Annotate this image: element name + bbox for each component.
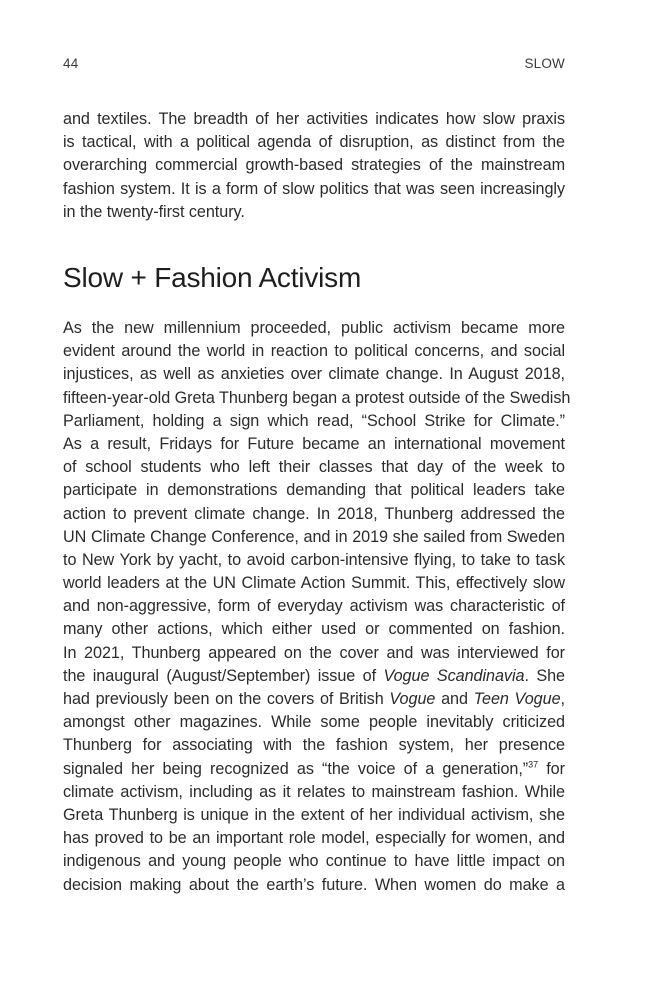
text-line: participate in demonstrations demanding that political leaders take — [63, 481, 565, 500]
text-line — [63, 688, 565, 711]
text-line: Parliament, holding a sign which read, “School Strike for Climate.” — [63, 411, 565, 430]
text-line: decision making about the earth’s future. When women do make a — [63, 875, 565, 894]
magazine-title: Teen Vogue — [473, 690, 561, 708]
text-run: and — [435, 690, 474, 708]
text-line: action to prevent climate change. In 2018, Thunberg addressed the — [63, 504, 565, 523]
page-number: 44 — [63, 56, 79, 71]
text-line: evident around the world in reaction to political concerns, and social — [63, 342, 565, 361]
text-line: As the new millennium proceeded, public activism became more — [63, 319, 565, 337]
magazine-title: Vogue Scandinavia — [383, 666, 525, 685]
text-run: . She — [524, 666, 565, 685]
text-line: to New York by yacht, to avoid carbon-intensive flying, to take to task — [63, 550, 565, 569]
section-heading: Slow + Fashion Activism — [63, 262, 362, 293]
text-line: indigenous and young people who continue to have little impact on — [63, 852, 565, 871]
running-head — [63, 56, 565, 72]
text-line: fashion system. It is a form of slow politics that was seen increasingly — [63, 179, 565, 198]
text-line: amongst other magazines. While some people inevitably criticized — [63, 713, 565, 732]
text-line: Greta Thunberg is unique in the extent of her individual activism, she — [63, 805, 565, 824]
text-line: many other actions, which either used or commented on fashion. — [63, 620, 565, 639]
text-line: and textiles. The breadth of her activities indicates how slow praxis — [63, 110, 565, 128]
text-run: for — [538, 759, 565, 778]
text-line: injustices, as well as anxieties over climate change. In August 2018, — [63, 365, 565, 384]
text-run: had previously been on the covers of British — [63, 690, 390, 708]
paragraph-body — [63, 317, 571, 897]
text-run: signaled her being recognized as “the voice of a generation,” — [63, 759, 529, 778]
text-line: of school students who left their classes that day of the week to — [63, 458, 565, 477]
text-line: has proved to be an important role model, especially for women, and — [63, 829, 565, 848]
text-line: in the twenty-first century. — [63, 202, 245, 221]
text-run: , — [560, 690, 565, 708]
paragraph-continuation — [63, 108, 565, 224]
text-line — [63, 758, 565, 781]
text-line: UN Climate Change Conference, and in 2019 she sailed from Sweden — [63, 527, 565, 546]
magazine-title: Vogue — [389, 690, 436, 708]
text-line: overarching commercial growth-based strategies of the mainstream — [63, 156, 565, 175]
text-line: In 2021, Thunberg appeared on the cover and was interviewed for — [63, 643, 565, 662]
text-line — [63, 665, 565, 688]
text-line: and non-aggressive, form of everyday activism was characteristic of — [63, 597, 565, 616]
text-line: Thunberg for associating with the fashion system, her presence — [63, 736, 565, 755]
text-run: the inaugural (August/September) issue of — [63, 666, 384, 685]
text-line: is tactical, with a political agenda of disruption, as distinct from the — [63, 133, 565, 152]
text-line: As a result, Fridays for Future became an international movement — [63, 434, 565, 453]
text-line: fifteen-year-old Greta Thunberg began a protest outside of the Swedish — [63, 388, 571, 407]
text-line: world leaders at the UN Climate Action Summit. This, effectively slow — [63, 574, 565, 593]
footnote-reference[interactable]: 37 — [528, 759, 539, 770]
chapter-title: SLOW — [524, 56, 565, 71]
text-line: climate activism, including as it relates to mainstream fashion. While — [63, 782, 565, 801]
